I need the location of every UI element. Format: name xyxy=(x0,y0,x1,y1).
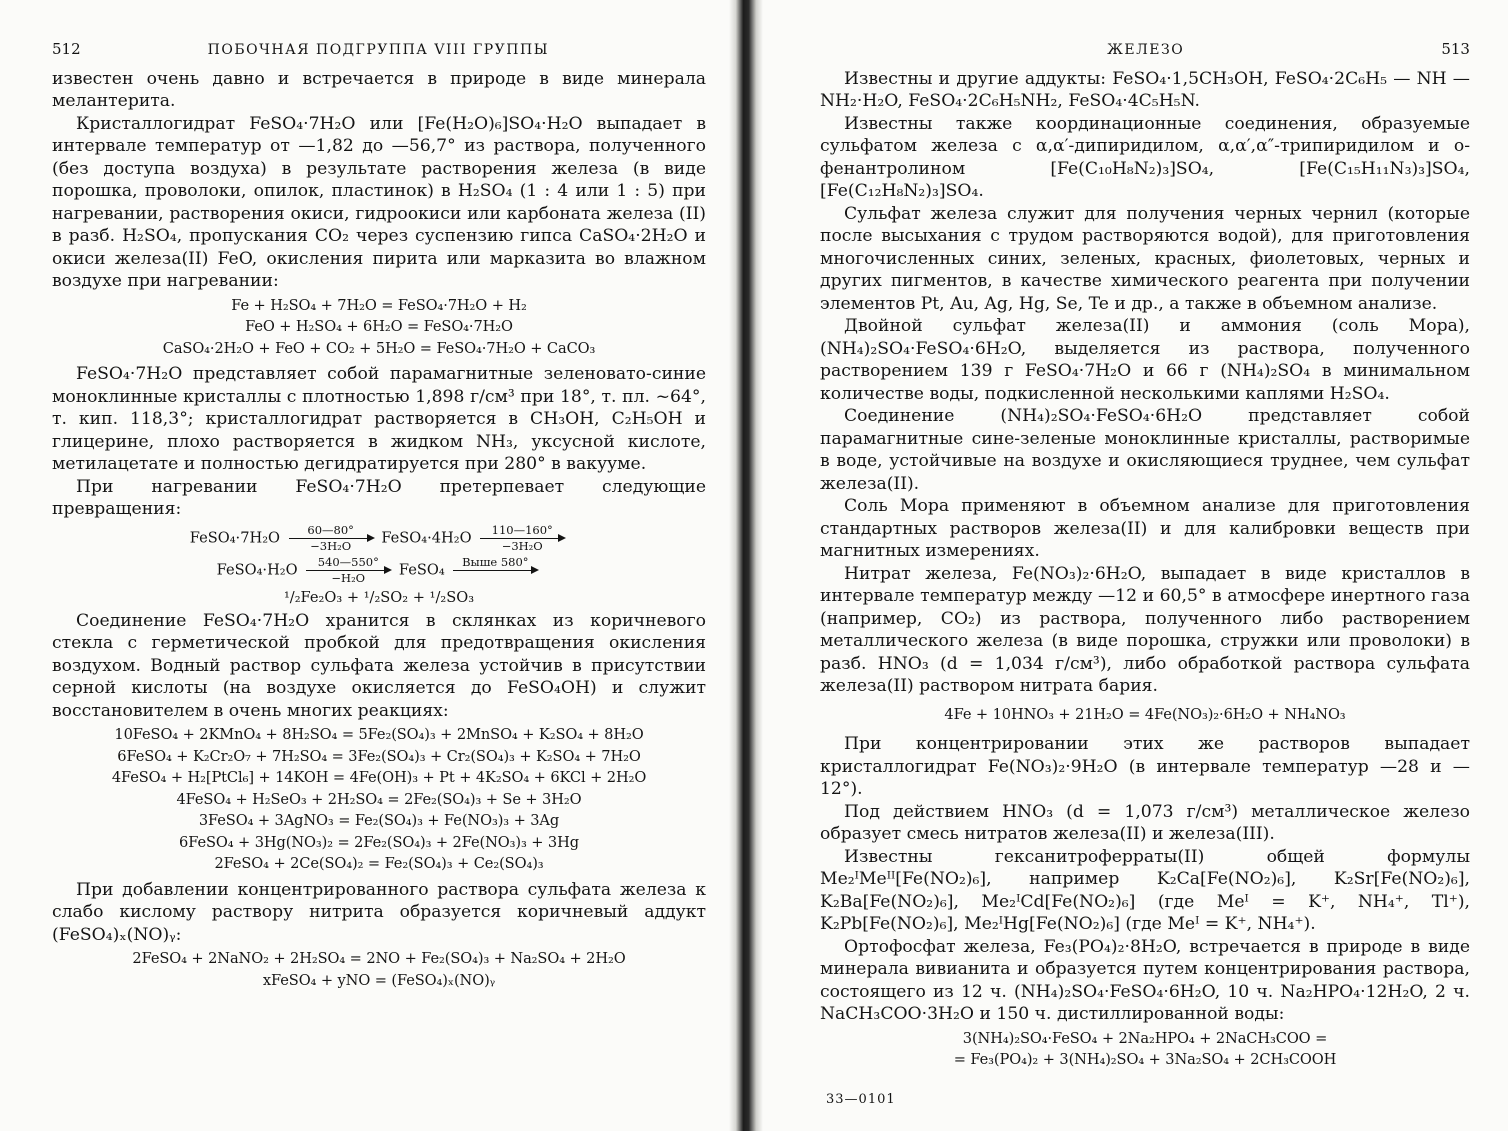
book-spine-shadow xyxy=(729,0,763,1131)
equation-group xyxy=(52,724,706,875)
paragraph: Ортофосфат железа, Fe₃(PO₄)₂·8H₂O, встречается в природе в виде минерала вивианита и образуется путем концентрирования раствора, состоящего из 12 ч. (NH₄)₂SO₄·FeSO₄·6H₂O, 10 ч. Na₂HPO₄·12H₂O, 2 ч. NaCH₃COO·3H₂O и 150 ч. дистиллированной воды: xyxy=(820,936,1470,1024)
paragraph: При нагревании FeSO₄·7H₂O претерпевает следующие превращения: xyxy=(52,476,706,519)
equation: 3FeSO₄ + 3AgNO₃ = Fe₂(SO₄)₃ + Fe(NO₃)₃ + 3Ag xyxy=(198,812,560,829)
paragraph: Нитрат железа, Fe(NO₃)₂·6H₂O, выпадает в виде кристаллов в интервале температур между —12 и 60,5° в атмосфере инертного газа (например, CO₂) из раствора, полученного либо растворением металлического железа (в виде порошка, стружки или проволоки) в разб. HNO₃ (d = 1,034 г/см³), либо обработкой раствора сульфата железа(II) раствором нитрата бария. xyxy=(820,563,1470,696)
equation: xFeSO₄ + yNO = (FeSO₄)ₓ(NO)ᵧ xyxy=(262,971,496,989)
arrow-condition: −3H₂O xyxy=(501,538,543,553)
equation: FeO + H₂SO₄ + 6H₂O = FeSO₄·7H₂O xyxy=(245,318,513,335)
arrow-condition: 60—80° xyxy=(307,522,354,537)
equation-group xyxy=(52,295,706,360)
reaction-arrow xyxy=(289,524,373,553)
paragraph: Кристаллогидрат FeSO₄·7H₂O или [Fe(H₂O)₆]SO₄·H₂O выпадает в интервале температур от —1,82 до —56,7° из раствора, полученного (без доступа воздуха) в результате растворения железа (в виде порошка, проволоки, опилок, пластинок) в H₂SO₄ (1 : 4 или 1 : 5) при нагревании, растворения окиси, гидроокиси или карбоната железа (II) в разб. H₂SO₄, пропускания CO₂ через суспензию гипса CaSO₄·2H₂O и окиси железа(II) FeO, окисления пирита или марказита во влажном воздухе при нагревании: xyxy=(52,113,706,291)
equation: 6FeSO₄ + K₂Cr₂O₇ + 7H₂SO₄ = 3Fe₂(SO₄)₃ + Cr₂(SO₄)₃ + K₂SO₄ + 7H₂O xyxy=(117,747,641,765)
scheme-species: FeSO₄·4H₂O xyxy=(381,529,472,546)
scheme-species: FeSO₄ xyxy=(398,561,445,578)
decomposition-scheme xyxy=(52,524,706,607)
equation: CaSO₄·2H₂O + FeO + CO₂ + 5H₂O = FeSO₄·7H₂O + CaCO₃ xyxy=(162,339,596,357)
arrow-condition: 540—550° xyxy=(317,554,379,569)
left-page xyxy=(0,0,720,1131)
running-head-title: ПОБОЧНАЯ ПОДГРУППА VIII ГРУППЫ xyxy=(207,42,549,58)
paragraph: При добавлении концентрированного раствора сульфата железа к слабо кислому раствору нитрита образуется коричневый аддукт (FeSO₄)ₓ(NO)ᵧ: xyxy=(52,879,706,945)
running-header xyxy=(820,38,1470,62)
equation: = Fe₃(PO₄)₂ + 3(NH₄)₂SO₄ + 3Na₂SO₄ + 2CH₃COOH xyxy=(953,1051,1337,1068)
equation: 2FeSO₄ + 2NaNO₂ + 2H₂SO₄ = 2NO + Fe₂(SO₄)₃ + Na₂SO₄ + 2H₂O xyxy=(132,950,626,967)
scheme-species: FeSO₄·7H₂O xyxy=(189,529,281,546)
equation-group xyxy=(52,948,706,991)
paragraph: известен очень давно и встречается в природе в виде минерала мелантерита. xyxy=(52,68,706,111)
page-number: 512 xyxy=(52,40,81,58)
equation: 2FeSO₄ + 2Ce(SO₄)₂ = Fe₂(SO₄)₃ + Ce₂(SO₄)₃ xyxy=(214,855,544,872)
signature-mark: 33—0101 xyxy=(826,1091,896,1107)
paragraph: Соединение (NH₄)₂SO₄·FeSO₄·6H₂O представляет собой парамагнитные сине-зеленые моноклинные кристаллы, растворимые в воде, устойчивые на воздухе и окисляющиеся труднее, чем сульфат железа(II). xyxy=(820,406,1470,494)
equation-group xyxy=(820,1028,1470,1071)
scheme-species: FeSO₄·H₂O xyxy=(216,561,298,578)
scheme-species: ¹/₂Fe₂O₃ + ¹/₂SO₂ + ¹/₂SO₃ xyxy=(283,588,475,606)
arrow-condition: 110—160° xyxy=(491,522,553,537)
reaction-arrow xyxy=(453,556,537,585)
paragraph: Соединение FeSO₄·7H₂O хранится в склянках из коричневого стекла с герметической пробкой для предотвращения окисления воздухом. Водный раствор сульфата железа устойчив в присутствии серной кислоты (на воздухе окисляется до FeSO₄OH) и служит восстановителем в очень многих реакциях: xyxy=(52,610,706,721)
equation: 4FeSO₄ + H₂SeO₃ + 2H₂SO₄ = 2Fe₂(SO₄)₃ + Se + 3H₂O xyxy=(176,790,582,808)
equation: 6FeSO₄ + 3Hg(NO₃)₂ = 2Fe₂(SO₄)₃ + 2Fe(NO₃)₃ + 3Hg xyxy=(179,833,579,851)
arrow-condition: −H₂O xyxy=(331,570,366,585)
paragraph: При концентрировании этих же растворов выпадает кристаллогидрат Fe(NO₃)₂·9H₂O (в интервале температур —28 и —12°). xyxy=(820,734,1470,799)
reaction-arrow xyxy=(480,524,564,553)
arrow-condition: −3H₂O xyxy=(310,538,352,553)
page-number: 513 xyxy=(1441,40,1470,58)
equation: Fe + H₂SO₄ + 7H₂O = FeSO₄·7H₂O + H₂ xyxy=(231,296,527,314)
equation: 10FeSO₄ + 2KMnO₄ + 8H₂SO₄ = 5Fe₂(SO₄)₃ + 2MnSO₄ + K₂SO₄ + 8H₂O xyxy=(114,726,644,743)
equation-group xyxy=(820,704,1470,726)
paragraph: Соль Мора применяют в объемном анализе для приготовления стандартных растворов железа(II) и для калибровки веществ при магнитных измерениях. xyxy=(820,496,1470,561)
running-header xyxy=(52,38,706,62)
equation: 4Fe + 10HNO₃ + 21H₂O = 4Fe(NO₃)₂·6H₂O + NH₄NO₃ xyxy=(944,705,1346,723)
right-page xyxy=(772,0,1508,1131)
running-head-title: ЖЕЛЕЗО xyxy=(1107,42,1185,58)
equation: 3(NH₄)₂SO₄·FeSO₄ + 2Na₂HPO₄ + 2NaCH₃COO = xyxy=(962,1029,1328,1047)
paragraph: Известны также координационные соединения, образуемые сульфатом железа с α,α′-дипиридилом, α,α′,α″-трипиридилом и о-фенантролином [Fe(C₁₀H₈N₂)₃]SO₄, [Fe(C₁₅H₁₁N₃)₃]SO₄, [Fe(C₁₂H₈N₂)₃]SO₄. xyxy=(820,113,1470,201)
paragraph: Двойной сульфат железа(II) и аммония (соль Мора), (NH₄)₂SO₄·FeSO₄·6H₂O, выделяется из раствора, полученного растворением 139 г FeSO₄·7H₂O и 66 г (NH₄)₂SO₄ в минимальном количестве воды, подкисленной несколькими каплями H₂SO₄. xyxy=(820,316,1470,404)
paragraph: FeSO₄·7H₂O представляет собой парамагнитные зеленовато-синие моноклинные кристаллы с плотностью 1,898 г/см³ при 18°, т. пл. ~64°, т. кип. 118,3°; кристаллогидрат растворяется в CH₃OH, C₂H₅OH и глицерине, плохо растворяется в жидком NH₃, уксусной кислоте, метилацетате и полностью дегидратируется при 280° в вакууме. xyxy=(52,364,706,474)
reaction-arrow xyxy=(306,556,390,585)
equation: 4FeSO₄ + H₂[PtCl₆] + 14KOH = 4Fe(OH)₃ + Pt + 4K₂SO₄ + 6KCl + 2H₂O xyxy=(111,769,647,786)
paragraph: Известны и другие аддукты: FeSO₄·1,5CH₃OH, FeSO₄·2C₆H₅ — NH — NH₂·H₂O, FeSO₄·2C₆H₅NH₂, FeSO₄·4C₅H₅N. xyxy=(820,68,1470,111)
arrow-condition: Выше 580° xyxy=(462,554,529,569)
paragraph: Сульфат железа служит для получения черных чернил (которые после высыхания с трудом растворяются водой), для приготовления многочисленных синих, зеленых, красных, фиолетовых, черных и других пигментов, в качестве химического реагента при получении элементов Pt, Au, Ag, Hg, Se, Te и др., а также в объемном анализе. xyxy=(820,203,1470,314)
paragraph: Известны гексанитроферраты(II) общей формулы Me₂ᴵMeᴵᴵ[Fe(NO₂)₆], например K₂Ca[Fe(NO₂)₆], K₂Sr[Fe(NO₂)₆], K₂Ba[Fe(NO₂)₆], Me₂ᴵCd[Fe(NO₂)₆] (где Meᴵ = K⁺, NH₄⁺, Tl⁺), K₂Pb[Fe(NO₂)₆], Me₂ᴵHg[Fe(NO₂)₆] (где Meᴵ = K⁺, NH₄⁺). xyxy=(820,846,1470,934)
paragraph: Под действием HNO₃ (d = 1,073 г/см³) металлическое железо образует смесь нитратов железа(II) и железа(III). xyxy=(820,801,1470,844)
